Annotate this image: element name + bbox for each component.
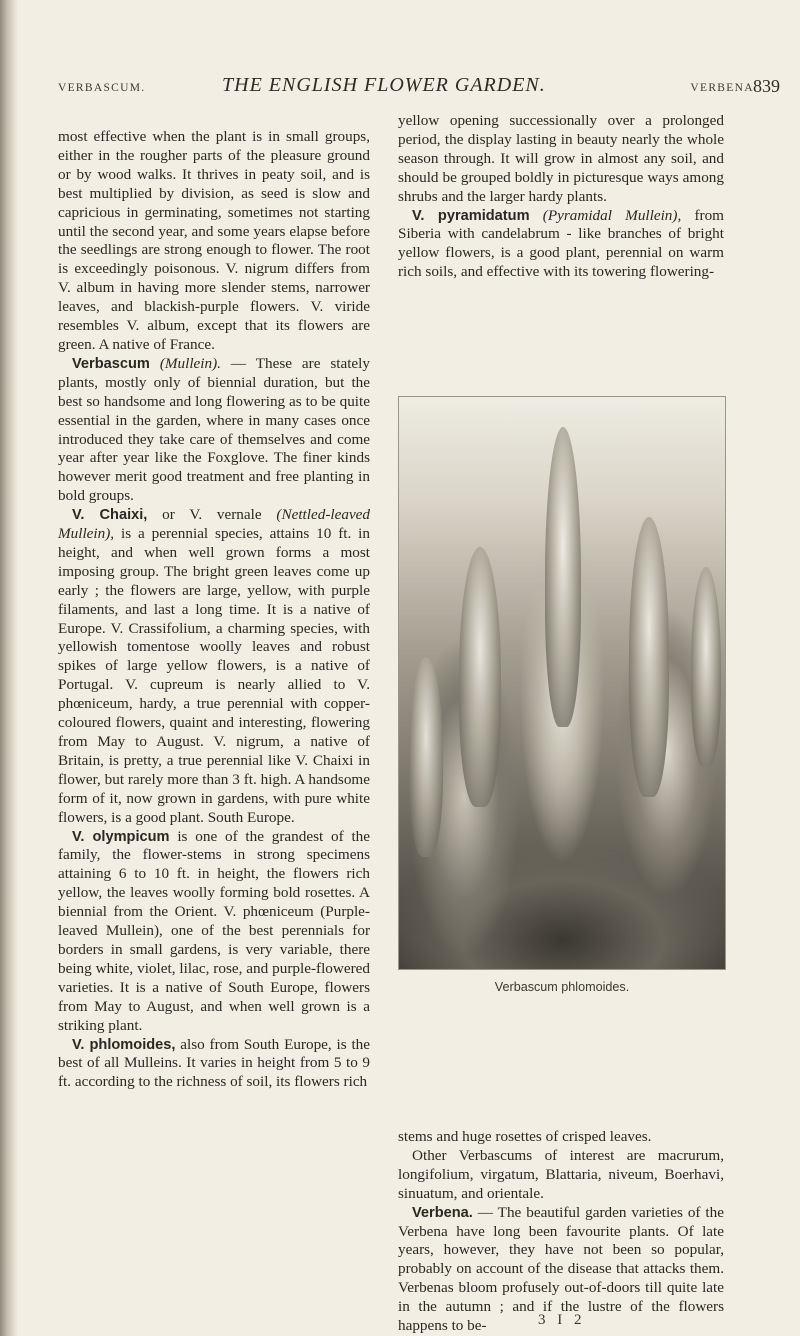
entry-common-name: (Pyramidal Mullein), <box>542 206 682 224</box>
entry-text: from Siberia with candelabrum - like branches of bright yellow flowers, is a good plant, perennial on warm rich soils, and effective with its towering flowering- <box>398 206 724 281</box>
figure-caption: Verbascum phlomoides. <box>494 980 630 994</box>
engraving-illustration <box>398 396 726 970</box>
entry-term: V. pyramidatum <box>412 207 530 224</box>
running-header <box>52 74 780 108</box>
flower-spike <box>545 427 581 727</box>
entry-term: Verbena. <box>412 1204 473 1221</box>
header-left-section: VERBASCUM. <box>58 82 146 94</box>
page-gutter-shadow <box>0 0 18 1336</box>
entry-text: is a perennial species, attains 10 ft. in height, and when well grown forms a most imposing group. The bright green leaves come up early ; the flowers are large, yellow, with purple filaments, and last a long time. It is a native of Europe. V. Crassifolium, a charming species, with yellowish tomentose woolly leaves and robust spikes of large yellow flowers, is a native of Portugal. V. cupreum is nearly allied to V. phœniceum, hardy, a true perennial with copper-coloured flowers, quaint and interesting, flowering from May to August. V. nigrum, a native of Britain, is pretty, a true perennial like V. Chaixi in flower, but rarely more than 3 ft. high. A handsome form of it, now grown in gardens, with pure white flowers, is a good plant. South Europe. <box>58 525 370 826</box>
paragraph-pyramidatum <box>398 207 724 283</box>
flower-spike <box>691 567 721 767</box>
entry-term: V. Chaixi, <box>72 507 148 524</box>
entry-text: or V. vernale <box>147 506 277 524</box>
entry-common-name: (Mullein). <box>159 354 221 372</box>
paragraph-other-verbascums: Other Verbascums of interest are macrurum, longifolium, virgatum, Blattaria, niveum, Boerhavi, sinuatum, and orientale. <box>398 1146 724 1202</box>
entry-term: V. olympicum <box>72 828 170 845</box>
left-text-column <box>58 128 370 1092</box>
right-text-column-bottom <box>398 1128 724 1336</box>
paragraph-verbascum <box>58 355 370 506</box>
paragraph-continued: most effective when the plant is in small groups, either in the rougher parts of the pleasure ground or by wood walks. It thrives in peaty soil, and is best multiplied by division, as seed is slow and capricious in germinating, sometimes not starting until the second year, and some years elapse before the seedlings are strong enough to flower. The root is exceedingly poisonous. V. nigrum differs from V. album in having more slender stems, narrower leaves, and blackish-purple flowers. V. viride resembles V. album, except that its flowers are green. A native of France. <box>58 128 370 353</box>
paragraph-chaixi <box>58 506 370 827</box>
entry-term: V. phlomoides, <box>72 1036 176 1053</box>
entry-text: also from South Europe, is the best of all Mulleins. It varies in height from 5 to 9 ft. according to the richness of soil, its flowers rich <box>58 1035 370 1091</box>
header-right-section: VERBENA. <box>690 82 758 94</box>
header-book-title: THE ENGLISH FLOWER GARDEN. <box>222 74 546 96</box>
flower-spike <box>409 657 443 857</box>
paragraph-phlomoides <box>58 1036 370 1093</box>
entry-common-name: (Nettled-leaved Mullein), <box>58 506 371 543</box>
flower-spike <box>629 517 669 797</box>
paragraph-olympicum <box>58 828 370 1036</box>
entry-text: — These are stately plants, mostly only of biennial duration, but the best so handsome and long flowering as to be quite essential in the garden, where in many cases once introduced they take care of themselves and come year after year like the Foxglove. The finer kinds however merit good treatment and free planting in bold groups. <box>58 354 370 505</box>
entry-text: is one of the grandest of the family, the flower-stems in strong specimens attaining 6 to 10 ft. in height, the flowers rich yellow, the leaves woolly forming bold rosettes. A biennial from the Orient. V. phœniceum (Purple-leaved Mullein), one of the best perennials for borders in small gardens, is very variable, there being white, violet, lilac, rose, and purple-flowered varieties. It is a native of South Europe, flowers from May to August, and when well grown is a striking plant. <box>58 827 371 1034</box>
paragraph-phlomoides-continued: yellow opening successionally over a prolonged period, the display lasting in beauty nearly the whole season through. It will grow in almost any soil, and should be grouped boldly in picturesque ways among shrubs and the larger hardy plants. <box>398 112 724 205</box>
entry-term: Verbascum <box>72 355 150 372</box>
paragraph-pyramidatum-continued: stems and huge rosettes of crisped leaves. <box>398 1128 652 1145</box>
signature-mark: 3 I 2 <box>538 1312 586 1328</box>
flower-spike <box>459 547 501 807</box>
page-number: 839 <box>753 76 780 96</box>
entry-text: — The beautiful garden varieties of the Verbena have long been favourite plants. Of late years, however, they have not been so popular, probably on account of the disease that attacks them. Verbenas bloom profusely out-of-doors till quite late in the autumn ; and if the lustre of the flowers happens to be- <box>398 1203 724 1335</box>
right-text-column-top <box>398 112 724 282</box>
